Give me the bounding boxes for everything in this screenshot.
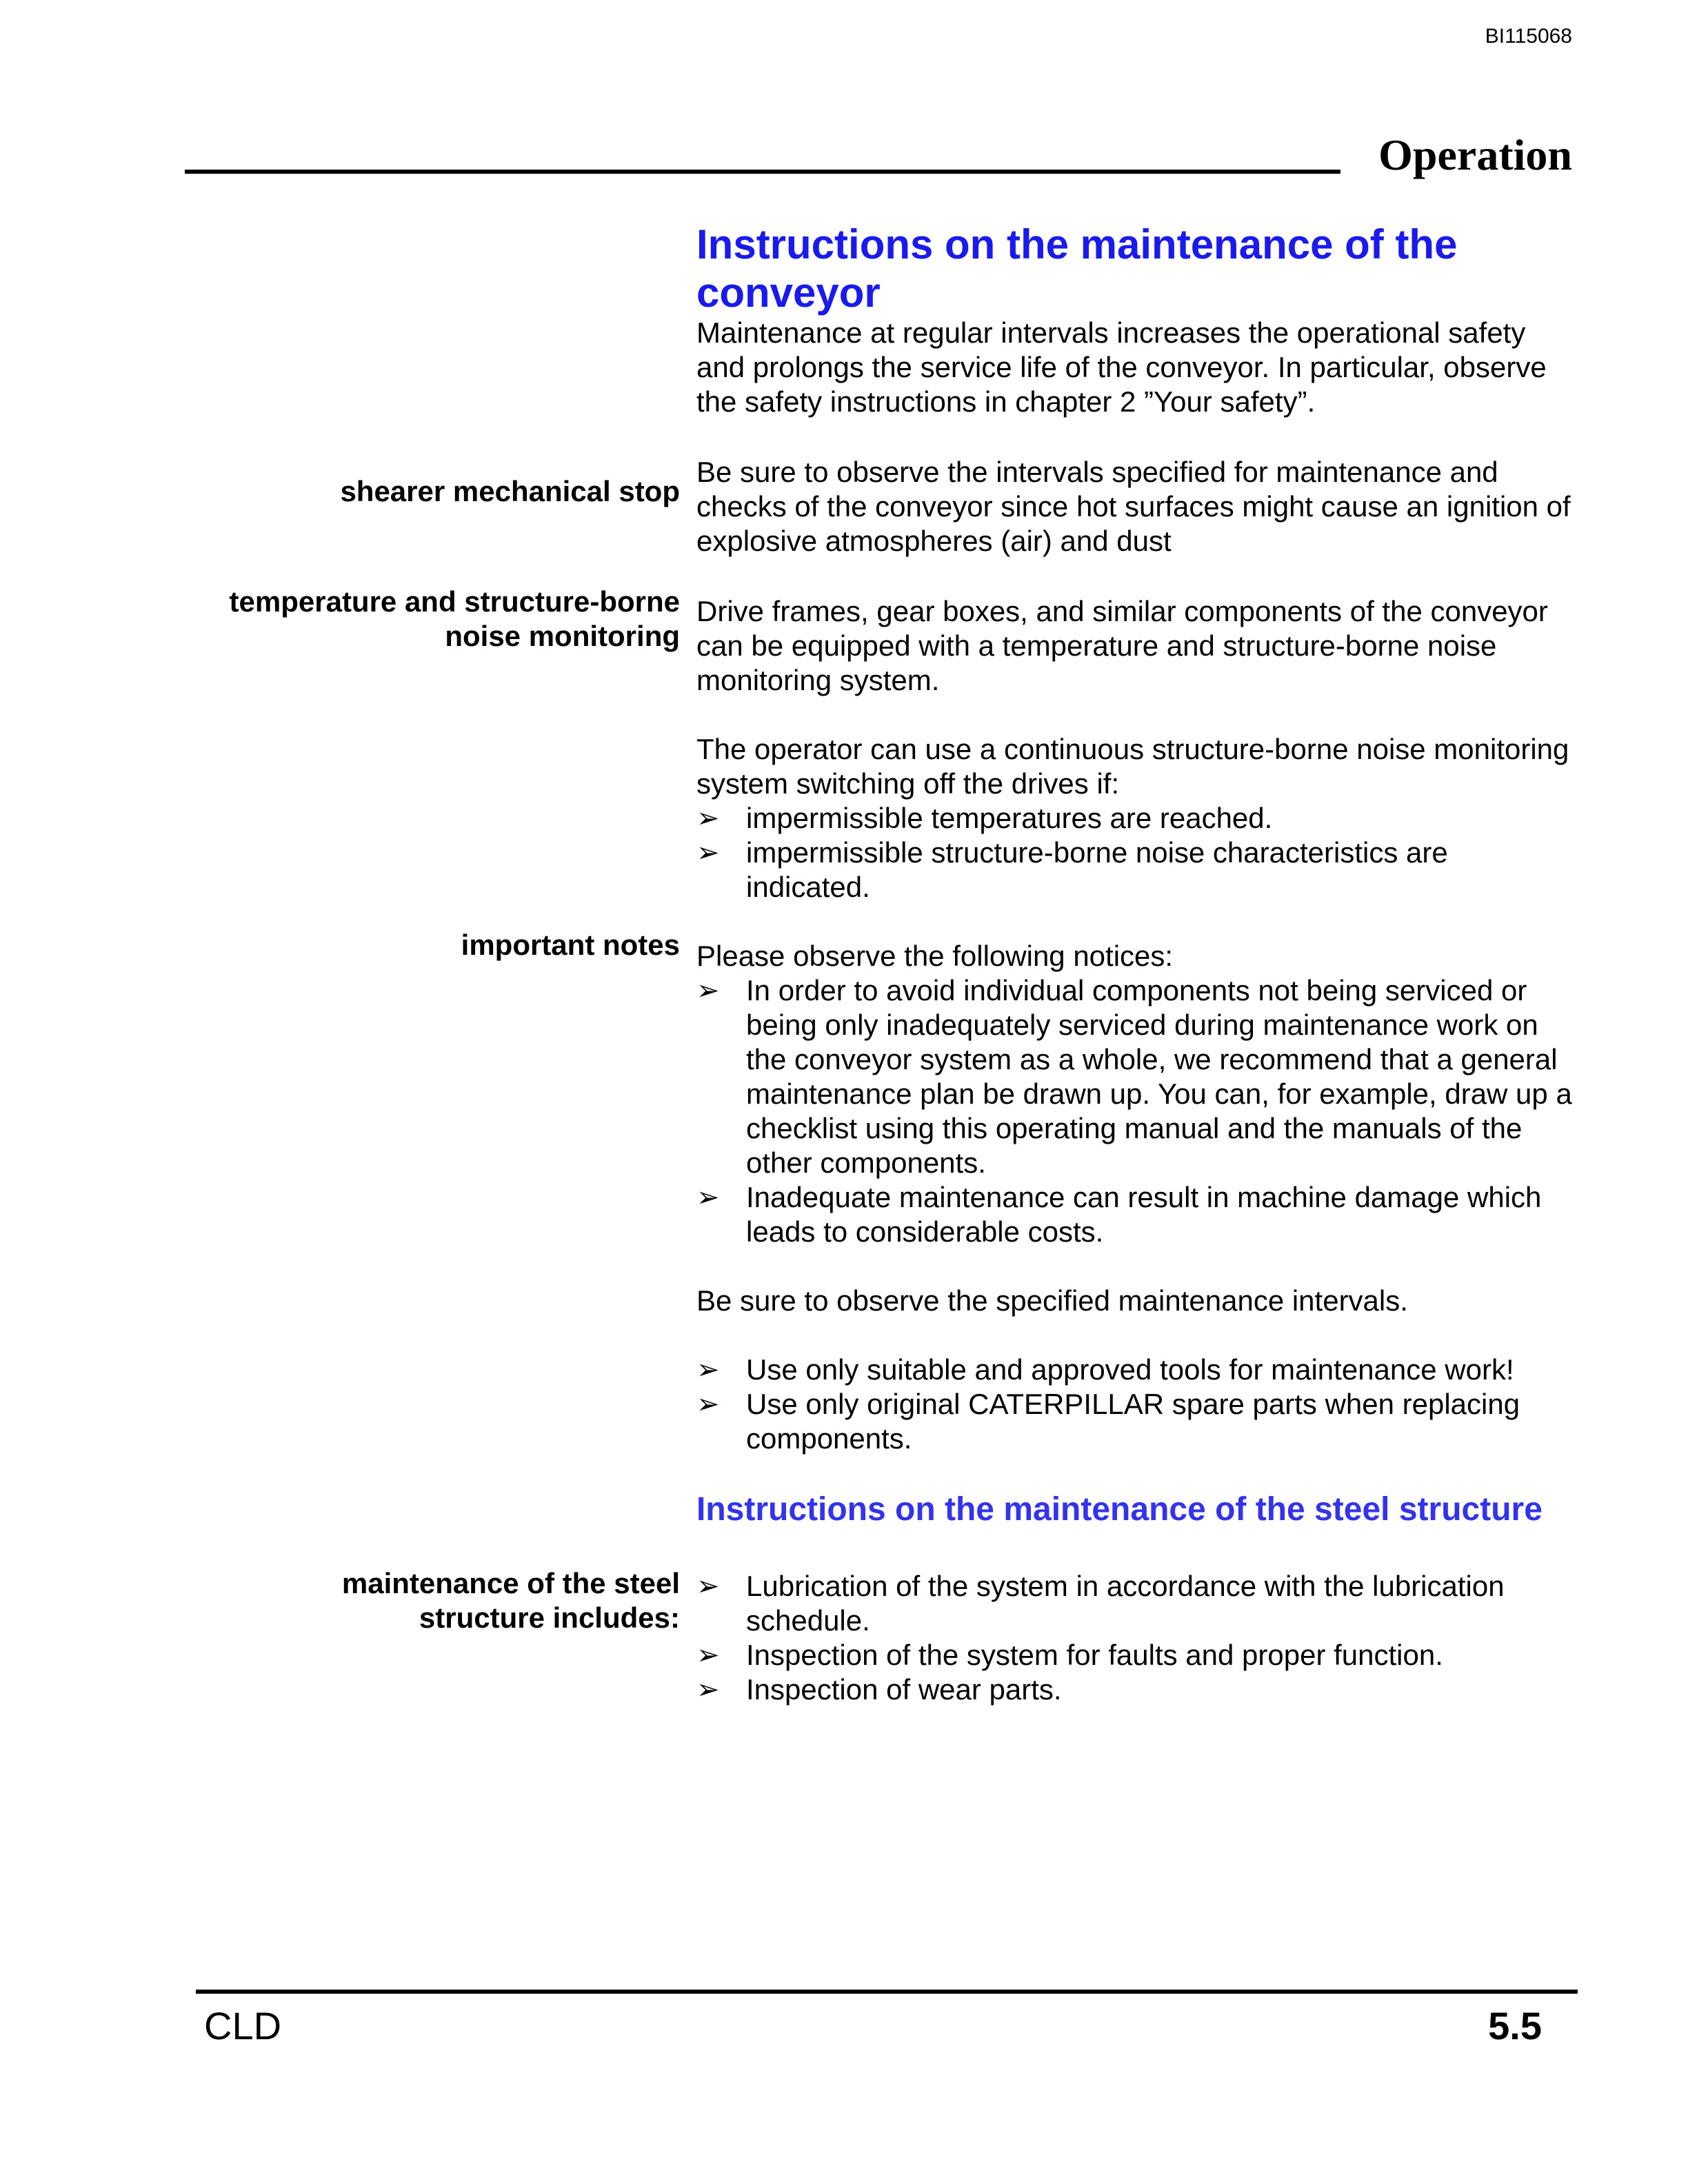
- arrow-bullet-icon: ➢: [696, 1355, 720, 1385]
- footer-label: CLD: [204, 2004, 282, 2048]
- side-label-monitoring-line1: temperature and structure-borne: [229, 585, 680, 618]
- list-item: [696, 1387, 1572, 1456]
- list-item-text: In order to avoid individual components not being serviced or being only inadequately serviced during maintenance work on the conveyor system as a whole, we recommend that a general maintenance plan be drawn up. You can, for example, draw up a checklist using this operating manual and the manuals of the other components.: [746, 974, 1572, 1179]
- document-id: BI115068: [1485, 25, 1572, 48]
- main-heading: Instructions on the maintenance of the conveyor: [696, 221, 1458, 316]
- arrow-bullet-icon: ➢: [696, 1182, 720, 1213]
- shearer-paragraph: Be sure to observe the intervals specified for maintenance and checks of the conveyor since hot surfaces might cause an ignition of explosive atmospheres (air) and dust: [696, 456, 1571, 557]
- list-item: [696, 1672, 1572, 1707]
- list-item: [696, 801, 1572, 836]
- monitoring-bullet-list: [696, 801, 1572, 904]
- arrow-bullet-icon: ➢: [696, 1675, 720, 1705]
- arrow-bullet-icon: ➢: [696, 975, 720, 1006]
- list-item-text: impermissible structure-borne noise characteristics are indicated.: [746, 836, 1448, 903]
- intervals-paragraph: Be sure to observe the specified maintenance intervals.: [696, 1284, 1408, 1317]
- side-label-steel: [179, 1566, 680, 1635]
- arrow-bullet-icon: ➢: [696, 1389, 720, 1419]
- side-label-steel-line1: maintenance of the steel: [341, 1567, 680, 1599]
- list-item: [696, 1569, 1572, 1638]
- header-rule: [185, 170, 1340, 174]
- arrow-bullet-icon: ➢: [696, 1640, 720, 1670]
- page-number: 5.5: [1488, 2004, 1542, 2048]
- steel-bullet-list: [696, 1569, 1572, 1707]
- intro-paragraph: Maintenance at regular intervals increases the operational safety and prolongs the service life of the conveyor. In particular, observe the safety instructions in chapter 2 ”Your safety”.: [696, 316, 1547, 418]
- side-label-monitoring: [179, 585, 680, 654]
- list-item: [696, 1353, 1572, 1387]
- list-item-text: Use only suitable and approved tools for maintenance work!: [746, 1353, 1514, 1386]
- operator-paragraph: The operator can use a continuous structure-borne noise monitoring system switching off the drives if:: [696, 733, 1569, 800]
- list-item-text: Use only original CATERPILLAR spare parts when replacing components.: [746, 1388, 1520, 1455]
- arrow-bullet-icon: ➢: [696, 803, 720, 833]
- notes-intro: Please observe the following notices:: [696, 940, 1174, 972]
- arrow-bullet-icon: ➢: [696, 838, 720, 868]
- footer-rule: [196, 1990, 1578, 1994]
- chapter-title: Operation: [1378, 130, 1572, 179]
- side-label-shearer: shearer mechanical stop: [340, 475, 680, 507]
- list-item: [696, 973, 1572, 1180]
- list-item-text: impermissible temperatures are reached.: [746, 802, 1273, 834]
- monitoring-paragraph: Drive frames, gear boxes, and similar components of the conveyor can be equipped with a temperature and structure-borne noise monitoring system.: [696, 595, 1548, 696]
- list-item: [696, 1180, 1572, 1249]
- list-item: [696, 836, 1572, 904]
- side-label-monitoring-line2: noise monitoring: [445, 620, 680, 652]
- notes-bullet-list: [696, 973, 1572, 1249]
- list-item-text: Inspection of wear parts.: [746, 1673, 1062, 1706]
- arrow-bullet-icon: ➢: [696, 1571, 720, 1601]
- list-item-text: Lubrication of the system in accordance with the lubrication schedule.: [746, 1570, 1505, 1637]
- list-item: [696, 1638, 1572, 1672]
- list-item-text: Inadequate maintenance can result in machine damage which leads to considerable costs.: [746, 1181, 1542, 1248]
- steel-structure-heading: Instructions on the maintenance of the steel structure: [696, 1491, 1543, 1528]
- side-label-steel-line2: structure includes:: [419, 1601, 680, 1634]
- tools-bullet-list: [696, 1353, 1572, 1456]
- side-label-important-notes: important notes: [461, 929, 680, 961]
- list-item-text: Inspection of the system for faults and proper function.: [746, 1639, 1443, 1671]
